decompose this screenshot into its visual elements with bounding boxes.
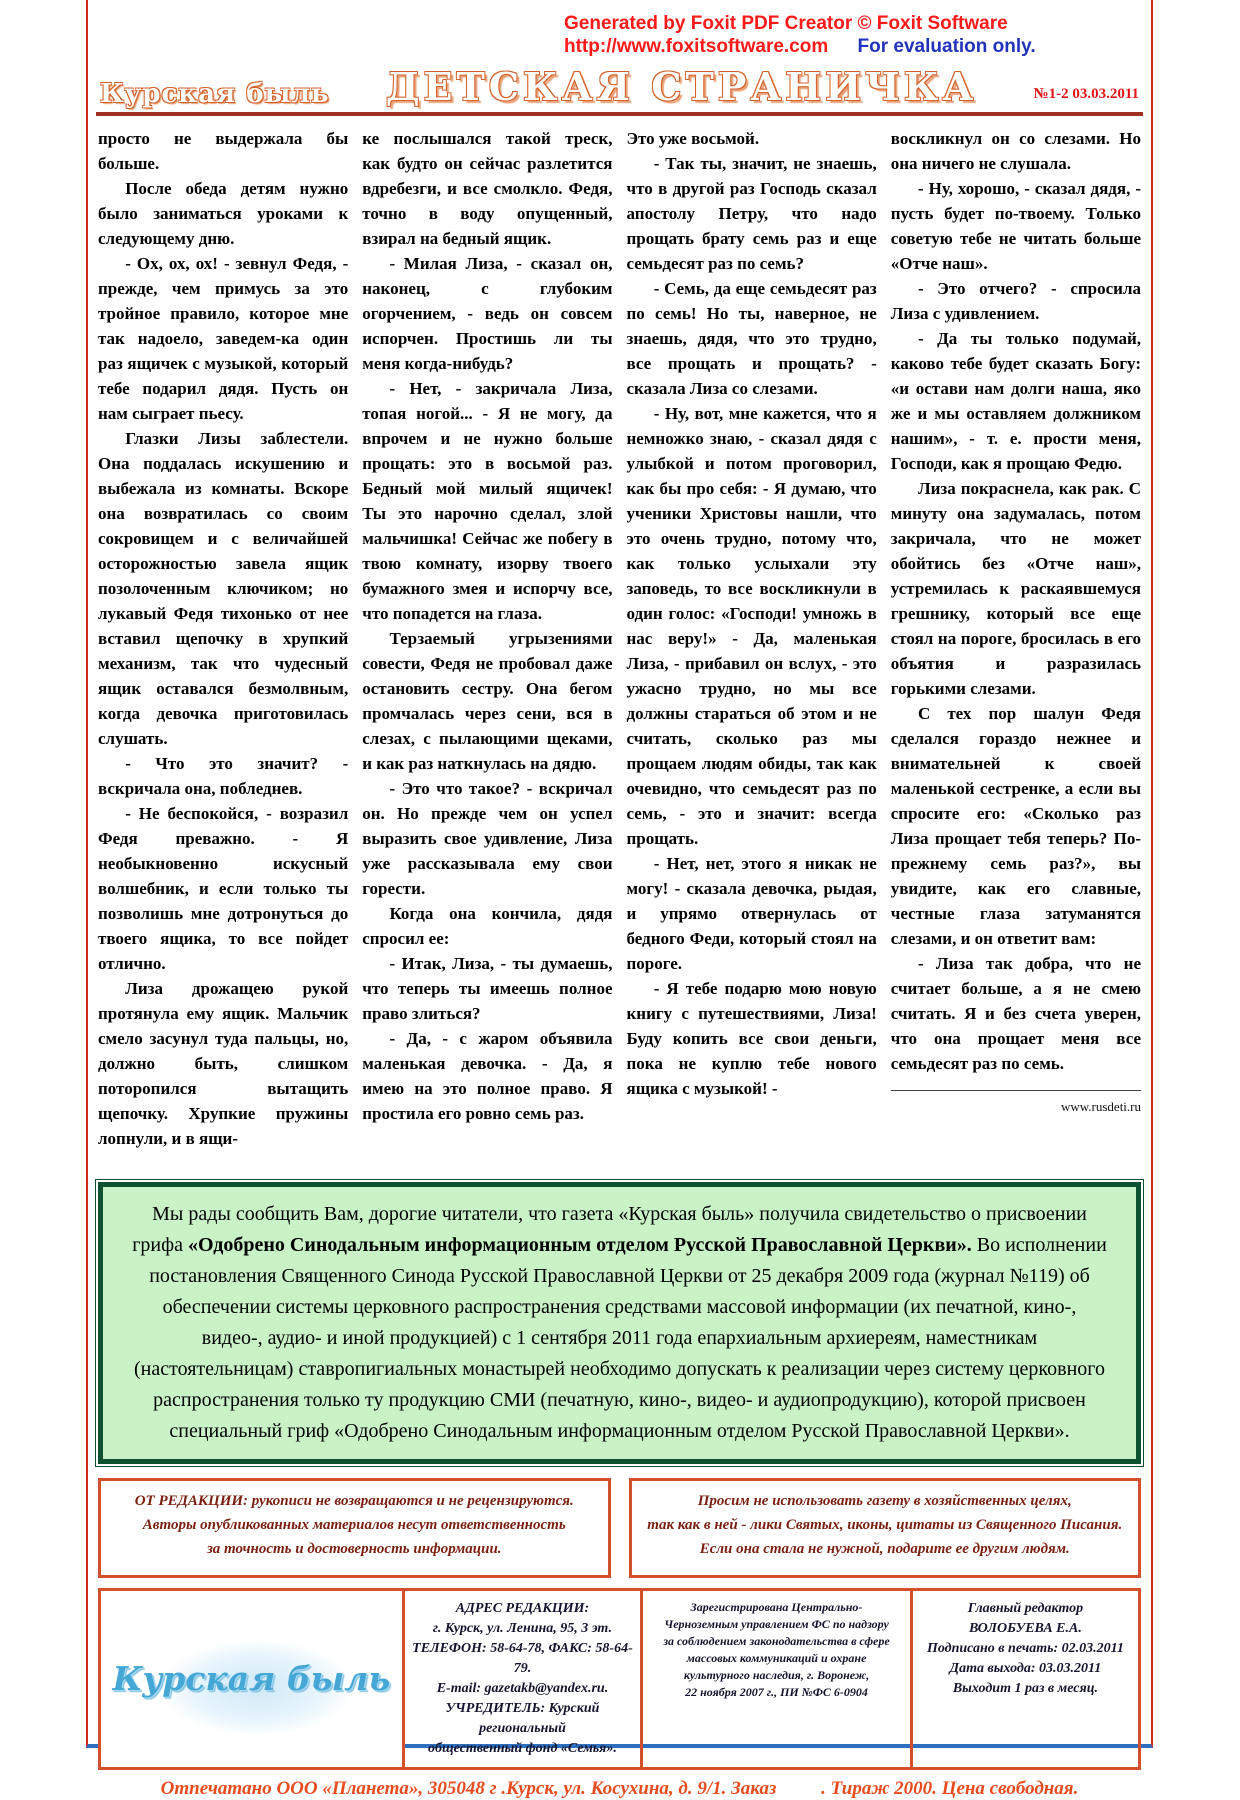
text-line: ТЕЛЕФОН: 58-64-78, ФАКС: 58-64-79.	[412, 1641, 633, 1676]
text-line: за соблюдением законодательства в сфере	[663, 1634, 890, 1648]
story-paragraph: - Это отчего? - спросила Лиза с удивлением.	[890, 279, 1141, 323]
footer-circulation-info: . Тираж 2000. Цена свободная.	[821, 1778, 1079, 1799]
newspaper-logo	[101, 1591, 402, 1767]
text-line: Если она стала не нужной, подарите ее другим людям.	[699, 1541, 1070, 1557]
newspaper-page	[86, 0, 1153, 1799]
newspaper-logo-text: Курская быль	[112, 1659, 391, 1698]
text-line: Главный редактор	[967, 1601, 1084, 1616]
story-column-3	[627, 126, 877, 1174]
text-line: Зарегистрирована Центрально-	[690, 1600, 863, 1614]
story-paragraph: - Ну, хорошо, - сказал дядя, - пусть будет по-твоему. Только советую тебе не читать больше «Отче наш».	[890, 179, 1141, 273]
text-line: Авторы опубликованных материалов несут ответственность	[142, 1517, 566, 1533]
story-paragraph: Лиза дрожащею рукой протянула ему ящик. Мальчик смело засунул туда пальцы, но, должно быть, слишком поторопился вытащить щепочку. Хрупкие пружины лопнули, и в ящи-	[98, 979, 349, 1148]
text-line: г. Курск, ул. Ленина, 95, 3 эт.	[432, 1621, 612, 1636]
story-paragraph: - Лиза так добра, что не считает больше, а я не смею считать. Я и без счета уверен, что она прощает меня все семьдесят раз по семь.	[890, 954, 1141, 1073]
address-cell	[402, 1591, 641, 1767]
text-line: ОТ РЕДАКЦИИ: рукописи не возвращаются и не рецензируются.	[134, 1493, 574, 1509]
text-line: Подписано в печать: 02.03.2011	[926, 1641, 1124, 1656]
text-line: Черноземным управлением ФС по надзору	[664, 1617, 889, 1631]
story-paragraph: - Это что такое? - вскричал он. Но прежде чем он успел выразить свое удивление, Лиза уже рассказывала ему свои горести.	[362, 779, 613, 898]
story-paragraph: воскликнул он со слезами. Но она ничего не слушала.	[890, 129, 1141, 173]
story-column-2	[362, 126, 612, 1174]
story-paragraph: Терзаемый угрызениями совести, Федя не пробовал даже остановить сестру. Она бегом промчалась через сени, вся в слезах, с пылающими щеками, и как раз наткнулась на дядю.	[362, 629, 613, 773]
notes-row	[98, 1478, 1141, 1578]
foxit-url-link[interactable]: http://www.foxitsoftware.com	[564, 36, 829, 57]
story-paragraph: - Да ты только подумай, каково тебе будет сказать Богу: «и остави нам долги наша, яко же и мы оставляем должником нашим», - т. е. прости меня, Господи, как я прощаю Федю.	[890, 329, 1141, 473]
text-line: 22 ноября 2007 г., ПИ №ФС 6-0904	[685, 1685, 868, 1699]
source-link[interactable]: www.rusdeti.ru	[891, 1090, 1141, 1119]
story-paragraph: - Не беспокойся, - возразил Федя преважно. - Я необыкновенно искусный волшебник, и если только ты позволишь мне дотронуться до твоего ящика, то все пойдет отлично.	[98, 804, 349, 973]
text-line: УЧРЕДИТЕЛЬ: Курский региональный	[445, 1701, 600, 1736]
editorial-note-box	[98, 1478, 611, 1578]
text-line: АДРЕС РЕДАКЦИИ:	[455, 1601, 590, 1616]
foxit-watermark-line2	[564, 35, 1143, 58]
story-paragraph: Когда она кончила, дядя спросил ее:	[362, 904, 613, 948]
story-paragraph: - Так ты, значит, не знаешь, что в другой раз Господь сказал апостолу Петру, что надо прощать брату семь раз и еще семьдесят раз по семь?	[626, 154, 877, 273]
story-column-4	[891, 126, 1141, 1174]
story-paragraph: Это уже восьмой.	[626, 129, 760, 148]
page-title: ДЕТСКАЯ СТРАНИЧКА	[385, 64, 978, 109]
editor-cell	[910, 1591, 1138, 1767]
story-paragraph: Глазки Лизы заблестели. Она поддалась искушению и выбежала из комнаты. Вскоре она возвратилась со своим сокровищем и с величайшей осторожностью завела ящик позолоченным ключиком; но лукавый Федя тихонько от нее вставил щепочку в хрупкий механизм, так что чудесный ящик оставался безмолвным, когда девочка приготовилась слушать.	[98, 429, 349, 748]
registration-cell	[640, 1591, 910, 1767]
story-paragraph: просто не выдержала бы больше.	[98, 129, 349, 173]
story-paragraph: - Милая Лиза, - сказал он, наконец, с глубоким огорчением, - ведь он совсем испорчен. Простишь ли ты меня когда-нибудь?	[362, 254, 613, 373]
text-line: массовых коммуникаций и охране	[686, 1651, 867, 1665]
foxit-watermark	[564, 12, 1143, 58]
story-paragraph: - Что это значит? - вскричала она, побледнев.	[98, 754, 349, 798]
story-paragraph: - Ну, вот, мне кажется, что я немножко знаю, - сказал дядя с улыбкой и потом проговорил, как бы про себя: - Я думаю, что ученики Христовы нашли, что это очень трудно, потому что, как только услыхали эту заповедь, то все воскликнули в один голос: «Господи! умножь в нас веру!» - Да, маленькая Лиза, - прибавил он вслух, - это ужасно трудно, но мы все должны стараться об этом и не считать, сколько раз мы прощаем людям обиды, так как очевидно, что семьдесят раз по семь, - это и значит: всегда прощать.	[626, 404, 877, 848]
story-paragraph: Лиза покраснела, как рак. С минуту она задумалась, потом закричала, что не может обойтись без «Отче наш», устремилась к раскаявшемуся грешнику, который все еще стоял на пороге, бросилась в его объятия и разразилась горькими слезами.	[890, 479, 1141, 698]
text-line: Выходит 1 раз в месяц.	[952, 1681, 1099, 1696]
story-paragraph: - Ох, ох, ох! - зевнул Федя, - прежде, чем примусь за это тройное правило, которое мне так надоело, заведем-ка один раз ящичек с музыкой, который тебе подарил дядя. Пусть он нам сыграет пьесу.	[98, 254, 349, 423]
masthead	[96, 64, 1143, 109]
text-line: общественный фонд «Семья».	[428, 1741, 617, 1756]
announcement-segment: «Одобрено Синодальным информационным отделом Русской Православной Церкви».	[187, 1234, 972, 1256]
story-paragraph: - Да, - с жаром объявила маленькая девочка. - Да, я имею на это полное право. Я простила его ровно семь раз.	[362, 1029, 613, 1123]
story-paragraph: - Я тебе подарю мою новую книгу с путешествиями, Лиза! Буду копить все свои деньги, пока не куплю тебе нового ящика с музыкой! -	[626, 979, 877, 1098]
story-paragraph: После обеда детям нужно было заниматься уроками к следующему дню.	[98, 179, 349, 248]
story-paragraph: - Нет, нет, этого я никак не могу! - сказала девочка, рыдая, и упрямо отвернулась от бедного Феди, который стоял на пороге.	[626, 854, 877, 973]
story-paragraph: ке послышался такой треск, как будто он сейчас разлетится вдребезги, и все смолкло. Федя, точно в воду опущенный, взирал на бедный ящик.	[362, 129, 613, 248]
story-column-1	[98, 126, 348, 1174]
issue-number: №1-2 03.03.2011	[1033, 86, 1139, 102]
text-line: ВОЛОБУЕВА Е.А.	[968, 1621, 1082, 1636]
footer-print-info: Отпечатано ООО «Планета», 305048 г .Курск, ул. Косухина, д. 9/1. Заказ	[160, 1778, 777, 1799]
text-line: культурного наследия, г. Воронеж,	[683, 1668, 870, 1682]
story-paragraph: - Итак, Лиза, - ты думаешь, что теперь ты имеешь полное право злиться?	[362, 954, 613, 1023]
paper-name: Курская быль	[100, 79, 330, 109]
announcement-text	[132, 1203, 1107, 1442]
foxit-watermark-line1: Generated by Foxit PDF Creator © Foxit Software	[564, 13, 1008, 34]
imprint-table	[98, 1588, 1141, 1770]
story-paragraph: - Семь, да еще семьдесят раз по семь! Но ты, наверное, не знаешь, дядя, что это трудно, все прощать и прощать? - сказала Лиза со слезами.	[626, 279, 877, 398]
text-line: Дата выхода: 03.03.2011	[949, 1661, 1102, 1676]
text-line: так как в ней - лики Святых, иконы, цитаты из Священного Писания.	[647, 1517, 1123, 1533]
text-line: за точность и достоверность информации.	[206, 1541, 502, 1557]
imprint-footer	[96, 1778, 1143, 1800]
foxit-evaluation-note: For evaluation only.	[857, 36, 1036, 57]
announcement-segment: Во исполнении постановления Священного Синода Русской Православной Церкви от 25 декабря 2009 года (журнал №119) об обеспечении системы церковного распространения средствами массовой информации (их печатной, кино-, видео-, аудио- и иной продукцией) с 1 сентября 2011 года епархиальным архиереям, наместникам (настоятельницам) ставропигиальных монастырей необходимо допускать к реализации через систему церковного распространения только ту продукцию СМИ (печатную, кино-, видео- и аудиопродукцию), которой присвоен специальный гриф «Одобрено Синодальным информационным отделом Русской Православной Церкви».	[134, 1234, 1107, 1442]
story-columns	[96, 116, 1143, 1174]
usage-note-box	[629, 1478, 1142, 1578]
text-line: E-mail: gazetakb@yandex.ru.	[436, 1681, 609, 1696]
announcement-box	[98, 1182, 1141, 1464]
story-paragraph: С тех пор шалун Федя сделался гораздо нежнее и внимательней к своей маленькой сестренке, а если вы спросите его: «Сколько раз Лиза прощает тебя теперь? По-прежнему семь раз?», вы увидите, как его славные, честные глаза затуманятся слезами, и он ответит вам:	[890, 704, 1141, 948]
story-paragraph: - Нет, - закричала Лиза, топая ногой... - Я не могу, да впрочем и не нужно больше прощать: это в восьмой раз. Бедный мой милый ящичек! Ты это нарочно сделал, злой мальчишка! Сейчас же побегу в твою комнату, изорву твоего бумажного змея и испорчу все, что попадется на глаза.	[362, 379, 613, 623]
text-line: Просим не использовать газету в хозяйственных целях,	[697, 1493, 1072, 1509]
announcement-segment: Мы рады сообщить Вам, дорогие читатели, что газета «Курская быль» получила свидетельство о присвоении грифа	[132, 1203, 1087, 1256]
